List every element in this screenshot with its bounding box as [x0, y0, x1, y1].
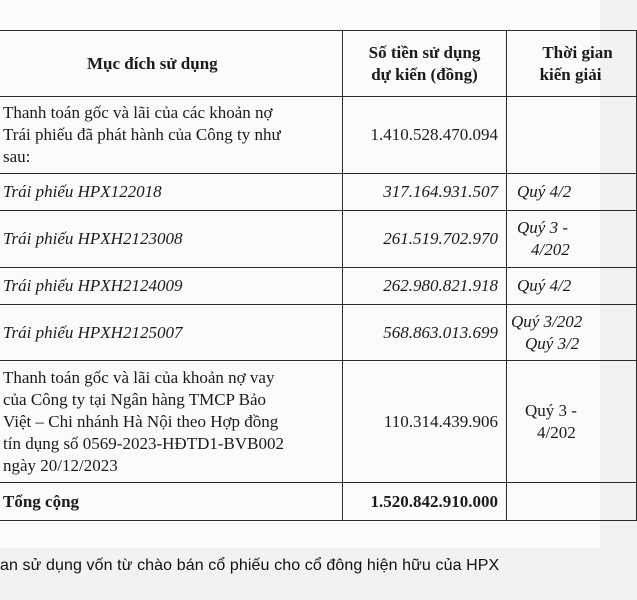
header-timing-line1: Thời gian	[542, 42, 613, 62]
table-total-row	[0, 483, 637, 521]
table-row	[0, 305, 637, 361]
table-row	[0, 361, 637, 483]
row-timing	[507, 211, 637, 268]
purpose-line: Trái phiếu đã phát hành của Công ty như	[3, 125, 281, 144]
timing-line: Quý 3 -	[525, 400, 577, 420]
header-timing	[507, 31, 637, 97]
row-purpose	[0, 361, 343, 483]
total-amount: 1.520.842.910.000	[343, 483, 507, 521]
timing-line: Quý 3 -	[517, 218, 568, 237]
purpose-line: tín dụng số 0569-2023-HĐTD1-BVB002	[3, 433, 284, 453]
row-timing	[507, 305, 637, 361]
row-purpose: Trái phiếu HPXH2123008	[0, 211, 343, 268]
timing-line: 4/202	[531, 240, 570, 259]
row-amount: 1.410.528.470.094	[343, 97, 507, 174]
row-timing-empty	[507, 97, 637, 174]
row-timing: Quý 4/2	[507, 268, 637, 305]
header-timing-line2: kiến giải	[539, 64, 602, 84]
row-timing: Quý 4/2	[507, 174, 637, 211]
row-purpose: Trái phiếu HPXH2125007	[0, 305, 343, 361]
header-amount-line2: dự kiến (đồng)	[371, 64, 478, 84]
total-timing-empty	[507, 483, 637, 521]
header-amount-line1: Số tiền sử dụng	[368, 42, 481, 62]
row-amount: 568.863.013.699	[343, 305, 507, 361]
header-purpose: Mục đích sử dụng	[0, 31, 343, 97]
image-caption: an sử dụng vốn từ chào bán cổ phiếu cho cổ đông hiện hữu của HPX	[0, 557, 500, 574]
row-purpose: Trái phiếu HPXH2124009	[0, 268, 343, 305]
table-row	[0, 174, 637, 211]
purpose-line: Thanh toán gốc và lãi của các khoản nợ	[3, 103, 273, 122]
header-amount	[343, 31, 507, 97]
row-amount: 261.519.702.970	[343, 211, 507, 268]
row-purpose	[0, 97, 343, 174]
purpose-line: Thanh toán gốc và lãi của khoản nợ vay	[3, 367, 275, 387]
timing-line: Quý 3/2	[525, 333, 580, 353]
row-purpose: Trái phiếu HPX122018	[0, 174, 343, 211]
row-amount: 110.314.439.906	[343, 361, 507, 483]
purpose-line: Việt – Chi nhánh Hà Nội theo Hợp đồng	[3, 411, 279, 431]
row-amount: 317.164.931.507	[343, 174, 507, 211]
timing-line: 4/202	[537, 422, 576, 442]
table-header-row	[0, 31, 637, 97]
table-row	[0, 97, 637, 174]
capital-use-table	[0, 30, 637, 521]
total-label: Tổng cộng	[0, 483, 343, 521]
table-row	[0, 268, 637, 305]
timing-line: Quý 3/202	[511, 311, 583, 331]
row-amount: 262.980.821.918	[343, 268, 507, 305]
row-timing	[507, 361, 637, 483]
table-row	[0, 211, 637, 268]
purpose-line: sau:	[3, 147, 31, 166]
purpose-line: ngày 20/12/2023	[3, 455, 118, 475]
purpose-line: của Công ty tại Ngân hàng TMCP Bảo	[3, 389, 267, 409]
